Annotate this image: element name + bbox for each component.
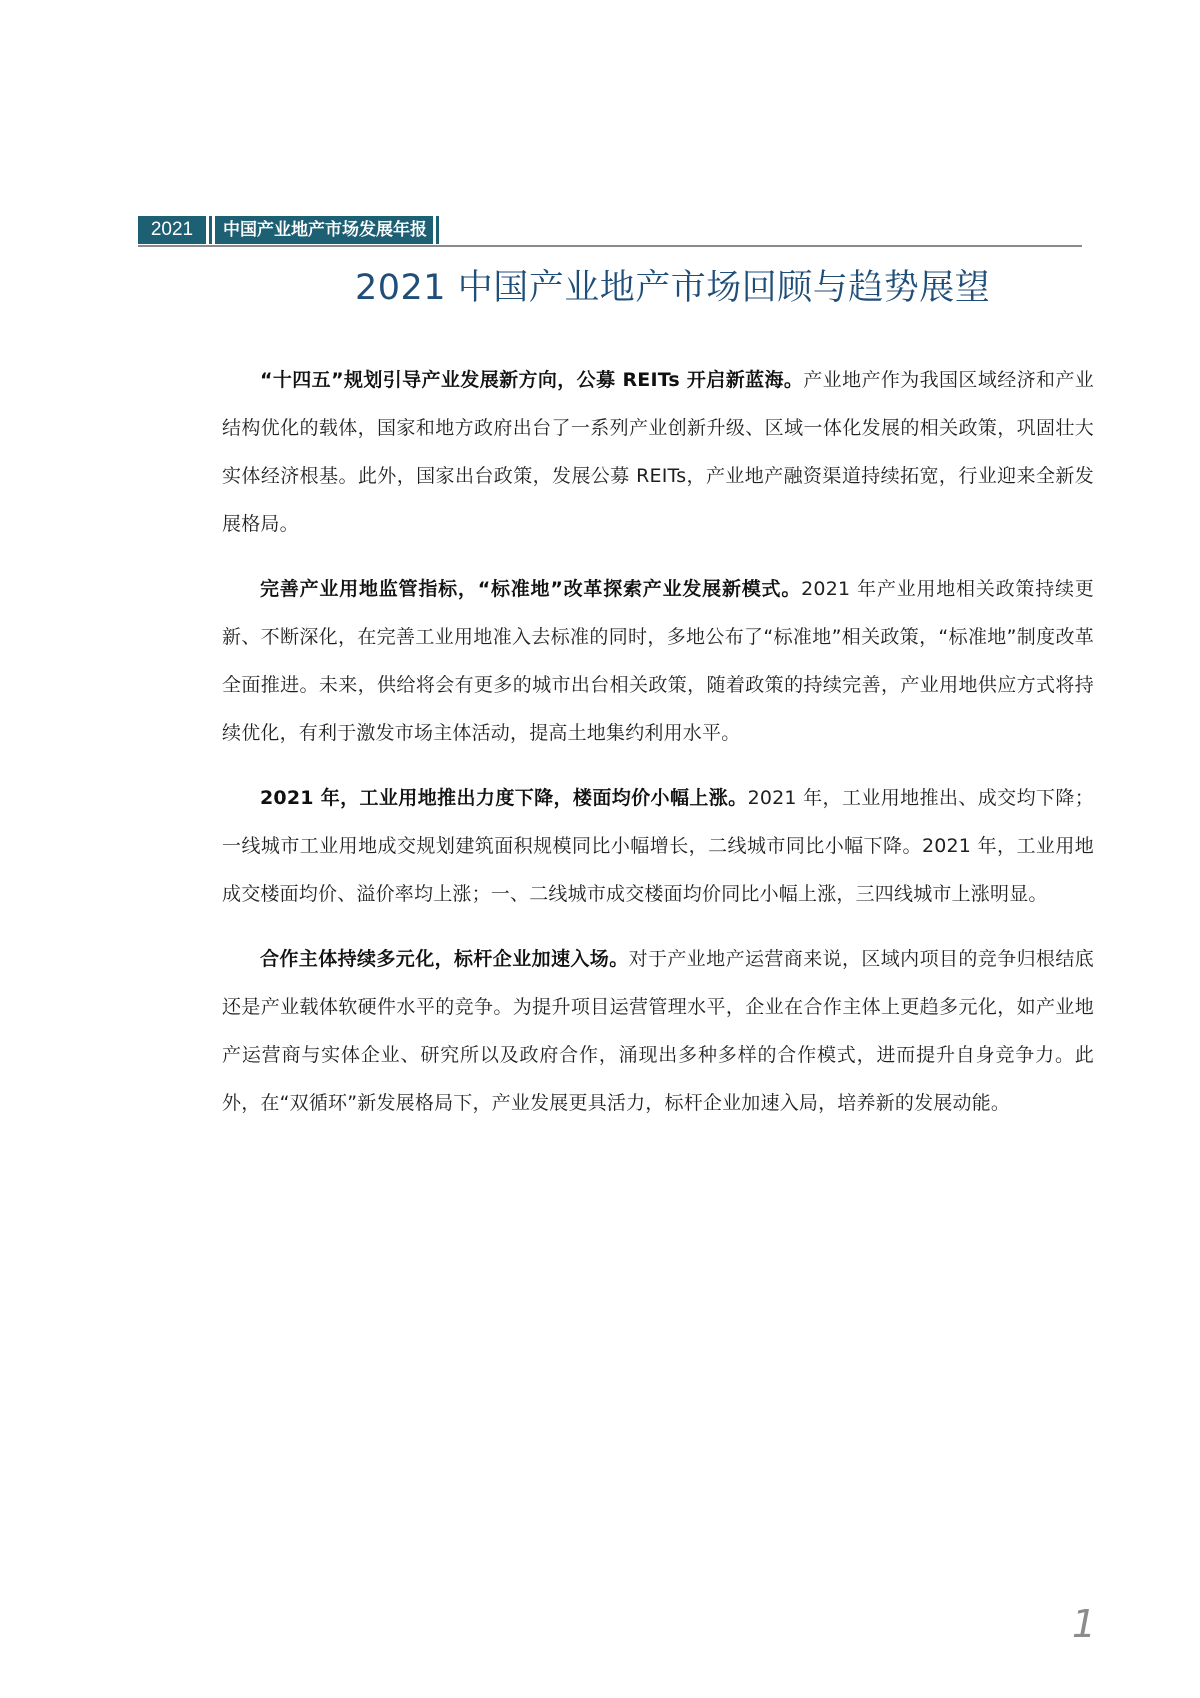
paragraph-text: 2021 年产业用地相关政策持续更新、不断深化，在完善工业用地准入去标准的同时，多地公布了“标准地”相关政策，“标准地”制度改革全面推进。未来，供给将会有更多的城市出台相关政策，随着政策的持续完善，产业用地供应方式将持续优化，有利于激发市场主体活动，提高土地集约利用水平。 xyxy=(222,578,1095,744)
paragraph xyxy=(222,774,1094,918)
paragraph-lead: “十四五”规划引导产业发展新方向，公募 REITs 开启新蓝海。 xyxy=(260,369,804,391)
header-rule xyxy=(138,245,1082,247)
paragraph xyxy=(222,565,1094,757)
paragraph-lead: 2021 年，工业用地推出力度下降，楼面均价小幅上涨。 xyxy=(260,787,748,809)
header-year: 2021 xyxy=(138,216,206,244)
paragraph-text: 产业地产作为我国区域经济和产业结构优化的载体，国家和地方政府出台了一系列产业创新升级、区域一体化发展的相关政策，巩固壮大实体经济根基。此外，国家出台政策，发展公募 REITs，产业地产融资渠道持续拓宽，行业迎来全新发展格局。 xyxy=(222,369,1094,535)
paragraph xyxy=(222,935,1094,1127)
paragraph-text: 对于产业地产运营商来说，区域内项目的竞争归根结底还是产业载体软硬件水平的竞争。为提升项目运营管理水平，企业在合作主体上更趋多元化，如产业地产运营商与实体企业、研究所以及政府合作，涌现出多种多样的合作模式，进而提升自身竞争力。此外，在“双循环”新发展格局下，产业发展更具活力，标杆企业加速入局，培养新的发展动能。 xyxy=(222,948,1094,1114)
paragraph xyxy=(222,356,1094,548)
page-title: 2021 中国产业地产市场回顾与趋势展望 xyxy=(355,268,991,308)
paragraph-lead: 合作主体持续多元化，标杆企业加速入场。 xyxy=(260,948,629,970)
article-body xyxy=(222,356,1094,1144)
header-divider-bar xyxy=(436,216,439,244)
header-report-title: 中国产业地产市场发展年报 xyxy=(215,216,433,244)
page-number: 1 xyxy=(1071,1602,1096,1646)
paragraph-lead: 完善产业用地监管指标，“标准地”改革探索产业发展新模式。 xyxy=(260,578,802,600)
paragraph-text: 2021 年，工业用地推出、成交均下降；一线城市工业用地成交规划建筑面积规模同比小幅增长，二线城市同比小幅下降。2021 年，工业用地成交楼面均价、溢价率均上涨；一、二线城市成交楼面均价同比小幅上涨，三四线城市上涨明显。 xyxy=(222,787,1094,905)
report-header xyxy=(138,216,439,244)
